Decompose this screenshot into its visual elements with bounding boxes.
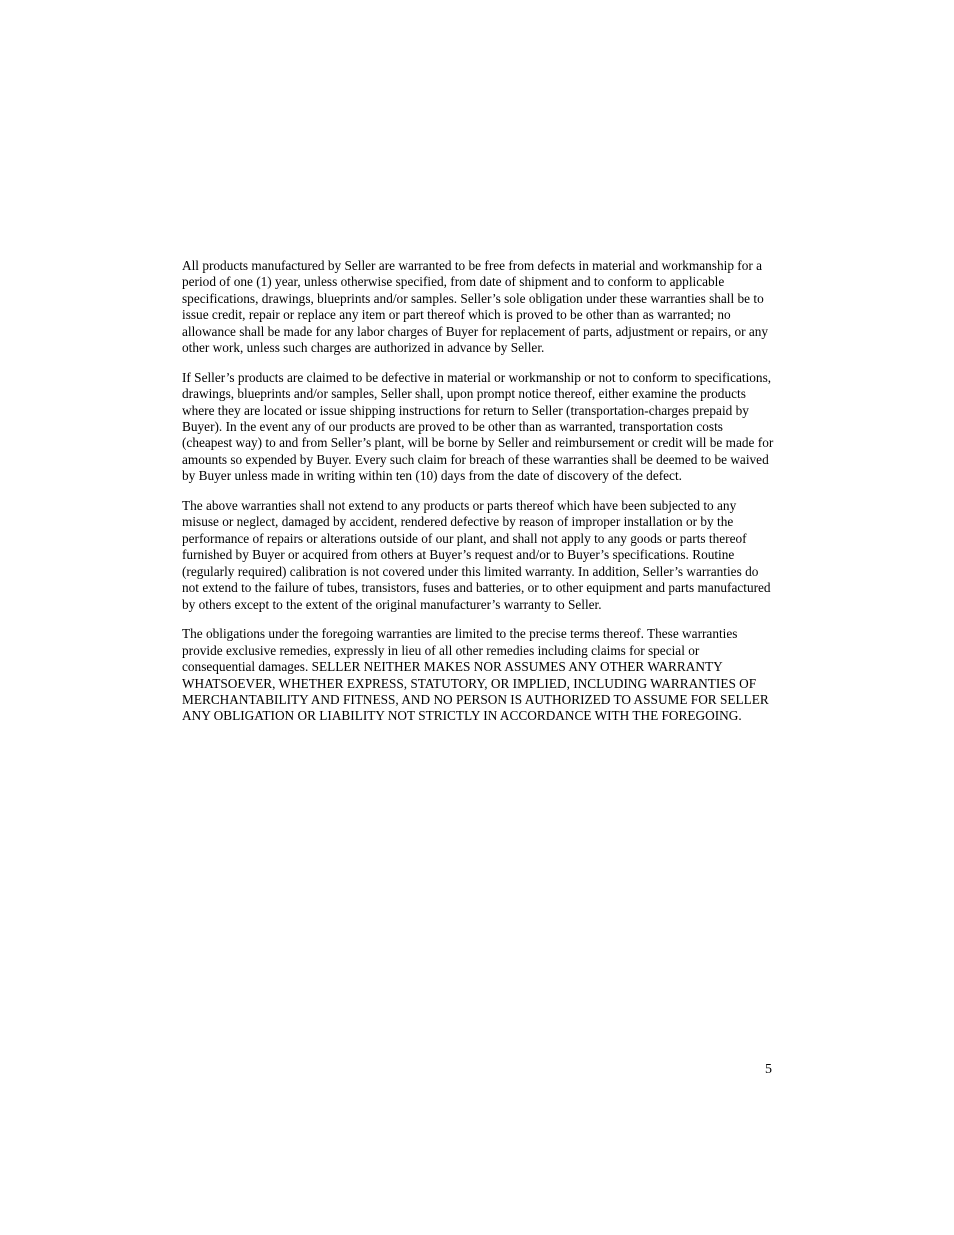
- paragraph-4: The obligations under the foregoing warranties are limited to the precise terms thereof. These warranties provide exclusive remedies, expressly in lieu of all other remedies including claims for special or consequential damages. SELLER NEITHER MAKES NOR ASSUMES ANY OTHER WARRANTY WHATSOEVER, WHETHER EXPRESS, STATUTORY, OR IMPLIED, INCLUDING WARRANTIES OF MERCHANTABILITY AND FITNESS, AND NO PERSON IS AUTHORIZED TO ASSUME FOR SELLER ANY OBLIGATION OR LIABILITY NOT STRICTLY IN ACCORDANCE WITH THE FOREGOING.: [182, 626, 769, 724]
- paragraph-1: All products manufactured by Seller are warranted to be free from defects in material and workmanship for a period of one (1) year, unless otherwise specified, from date of shipment and to conform to applicable specifications, drawings, blueprints and/or samples. Seller’s sole obligation under these warranties shall be to issue credit, repair or replace any item or part thereof which is proved to be other than as warranted; no allowance shall be made for any labor charges of Buyer for replacement of parts, adjustment or repairs, or any other work, unless such charges are authorized in advance by Seller.: [182, 258, 769, 356]
- paragraph-3: The above warranties shall not extend to any products or parts thereof which have been subjected to any misuse or neglect, damaged by accident, rendered defective by reason of improper installation or by the performance of repairs or alterations outside of our plant, and shall not apply to any goods or parts thereof furnished by Buyer or acquired from others at Buyer’s request and/or to Buyer’s specifications. Routine (regularly required) calibration is not covered under this limited warranty. In addition, Seller’s warranties do not extend to the failure of tubes, transistors, fuses and batteries, or to other equipment and parts manufactured by others except to the extent of the original manufacturer’s warranty to Seller.: [182, 498, 771, 612]
- warranty-text: [182, 258, 774, 738]
- paragraph-2: If Seller’s products are claimed to be defective in material or workmanship or not to conform to specifications, drawings, blueprints and/or samples, Seller shall, upon prompt notice thereof, either examine the products where they are located or issue shipping instructions for return to Seller (transportation-charges prepaid by Buyer). In the event any of our products are proved to be other than as warranted, transportation costs (cheapest way) to and from Seller’s plant, will be borne by Seller and reimbursement or credit will be made for amounts so expended by Buyer. Every such claim for breach of these warranties shall be deemed to be waived by Buyer unless made in writing within ten (10) days from the date of discovery of the defect.: [182, 369, 774, 484]
- page-number: 5: [765, 1062, 772, 1077]
